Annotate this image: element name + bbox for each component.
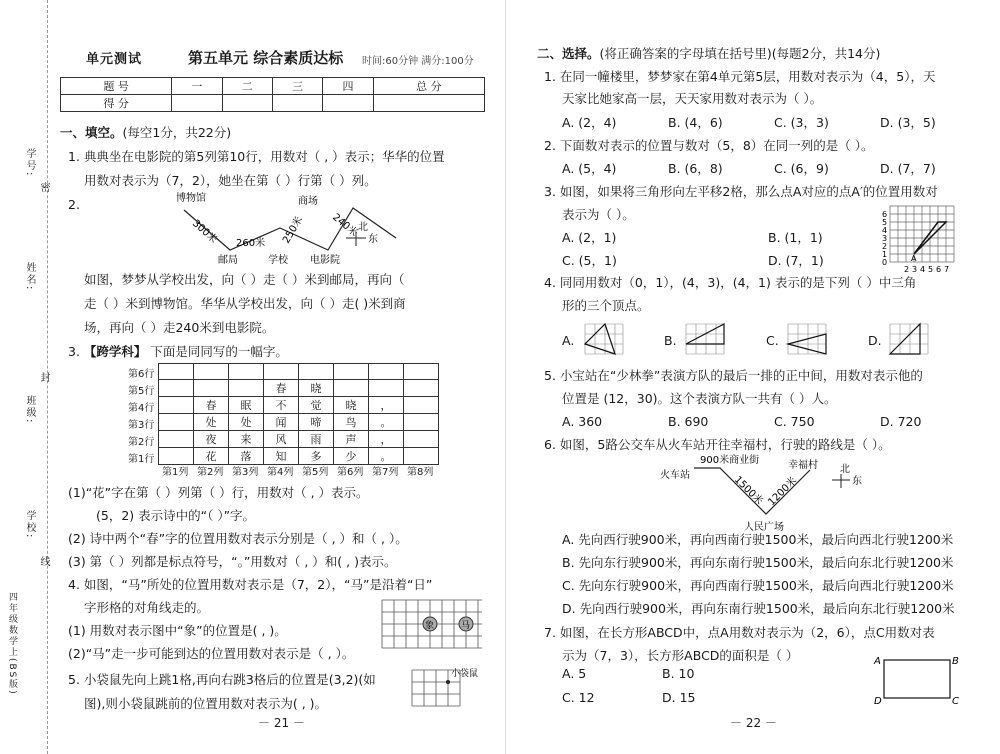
y-tick: 4	[882, 226, 888, 235]
poem-cell	[334, 380, 369, 397]
bus-village-label: 幸福村	[788, 460, 818, 471]
r-q6: 6. 如图，5路公交车从火车站开往幸福村，行驶的路线是（ ）。	[544, 437, 891, 452]
q1-line1: 1. 典典坐在电影院的第5列第10行，用数对（ , ）表示；华华的位置	[68, 149, 445, 164]
map-distance-3: 250米	[281, 214, 306, 246]
bus-compass-north: 北	[840, 464, 850, 475]
q2-line2: 走（ ）米到博物馆。华华从学校出发，向（ ）走( )米到商	[84, 296, 406, 311]
map-cinema-label: 电影院	[310, 255, 340, 266]
y-tick: 5	[882, 218, 888, 227]
poem-cell: 闻	[264, 414, 299, 431]
poem-cell: 夜	[194, 431, 229, 448]
poem-col-label: 第5列	[302, 467, 329, 478]
point-a-label: A	[911, 254, 917, 263]
seal-mark-mi: 密	[38, 182, 49, 194]
r-q4-option[interactable]: B.	[664, 333, 677, 348]
score-table	[60, 77, 485, 112]
q3-sub2: (2) 诗中两个“春”字的位置用数对表示分别是（ , ）和（ , ）。	[68, 531, 408, 546]
map-school-label: 学校	[268, 255, 288, 266]
map-museum-label: 博物馆	[176, 193, 206, 204]
rect-label-b: B	[952, 656, 959, 667]
r-q1-option[interactable]: B. (4，6)	[668, 115, 723, 130]
map-post-label: 邮局	[218, 255, 238, 266]
name-label: 姓名:	[24, 262, 35, 292]
poem-cell: 声	[334, 431, 369, 448]
poem-cell	[299, 364, 334, 380]
r-q3-line2: 表示为（ ）。	[562, 207, 635, 222]
bus-square-label: 人民广场	[744, 522, 784, 533]
poem-cell: 。	[369, 448, 404, 465]
poem-cell	[159, 364, 194, 380]
page-fold	[505, 0, 506, 754]
q4-option-a-figure	[583, 322, 625, 356]
poem-cell: 处	[194, 414, 229, 431]
bus-compass-east: 东	[852, 476, 862, 487]
poem-cell	[404, 448, 439, 465]
q4-line1: 4. 如图，“马”所处的位置用数对表示是（7，2），“马”是沿着“日”	[68, 577, 433, 592]
q2-line1: 如图，梦梦从学校出发，向（ ）走（ ）米到邮局，再向（	[84, 272, 405, 287]
poem-cell: 知	[264, 448, 299, 465]
y-tick: 6	[882, 210, 888, 219]
seal-mark-feng: 封	[38, 372, 49, 384]
poem-cell	[334, 364, 369, 380]
poem-cell	[404, 364, 439, 380]
r-q7-option[interactable]: C. 12	[562, 690, 595, 705]
poem-cell	[369, 364, 404, 380]
y-tick: 3	[882, 234, 888, 243]
r-q4-line1: 4. 同同用数对（0，1），(4，3)，(4，1) 表示的是下列（ ）中三角	[544, 275, 917, 290]
y-tick: 0	[882, 258, 888, 267]
page-meta: 时间:60分钟 满分:100分	[362, 56, 474, 67]
poem-cell: 鸟	[334, 414, 369, 431]
poem-cell: 。	[369, 414, 404, 431]
r-q1-line2: 天家比她家高一层，天天家用数对表示为（ ）。	[562, 91, 823, 106]
poem-row-label: 第2行	[128, 437, 155, 448]
seal-mark-xian: 线	[38, 556, 49, 568]
section2-heading: 二、选择。	[537, 46, 600, 61]
q4-sub2: (2)“马”走一步可能到达的位置用数对表示是（ , ）。	[68, 646, 355, 661]
page-number-right: － 22 －	[730, 716, 777, 730]
r-q7-line1: 7. 如图，在长方形ABCD中，点A用数对表示为（2，6），点C用数对表	[544, 625, 935, 640]
poem-cell	[159, 380, 194, 397]
r-q7-option[interactable]: D. 15	[662, 690, 696, 705]
q3-text: 下面是同同写的一幅字。	[150, 344, 288, 359]
r-q1-option[interactable]: C. (3，3)	[774, 115, 829, 130]
class-label: 班级:	[24, 395, 35, 425]
kangaroo-label: 小袋鼠	[451, 669, 479, 679]
poem-grid	[158, 363, 439, 465]
score-cell[interactable]	[323, 95, 373, 112]
score-cell[interactable]	[172, 95, 222, 112]
poem-row-label: 第5行	[128, 386, 155, 397]
poem-cell: 风	[264, 431, 299, 448]
r-q4-line2: 形的三个顶点。	[562, 298, 650, 313]
q5-line2: 图),则小袋鼠跳前的位置用数对表示为( , )。	[84, 696, 328, 711]
q4-option-c-figure	[786, 322, 828, 356]
bus-distance-2: 1200米	[766, 475, 800, 509]
r-q1-line1: 1. 在同一幢楼里，梦梦家在第4单元第5层，用数对表示为（4，5），天	[544, 69, 936, 84]
bus-station-label: 火车站	[660, 470, 690, 481]
xiang-label: 象	[425, 621, 435, 631]
student-id-label: 学号:	[24, 148, 35, 178]
poem-cell	[229, 364, 264, 380]
map-distance-4: 240米	[330, 211, 360, 239]
q2-line3: 场，再向（ ）走240米到电影院。	[84, 320, 275, 335]
x-tick: 5	[928, 265, 934, 274]
r-q6-option[interactable]: B. 先向东行驶900米，再向东南行驶1500米，最后向东北行驶1200米	[562, 555, 954, 570]
poem-cell	[264, 364, 299, 380]
poem-cell: 花	[194, 448, 229, 465]
r-q3-line1: 3. 如图，如果将三角形向左平移2格，那么点A对应的点A′的位置用数对	[544, 184, 938, 199]
page-title: 第五单元 综合素质达标	[188, 49, 344, 67]
poem-cell	[404, 431, 439, 448]
compass-east: 东	[368, 234, 378, 245]
score-header-cell: 题 号	[61, 78, 172, 95]
score-cell[interactable]	[222, 95, 272, 112]
poem-row-label: 第6行	[128, 369, 155, 380]
poem-row-label: 第3行	[128, 420, 155, 431]
poem-cell: 春	[194, 397, 229, 414]
r-q7-line2: 示为（7，3），长方形ABCD的面积是（ ）	[562, 648, 799, 663]
poem-cell: ，	[369, 397, 404, 414]
score-cell[interactable]	[272, 95, 322, 112]
r-q6-option[interactable]: A. 先向西行驶900米，再向西南行驶1500米，最后向西北行驶1200米	[562, 532, 954, 547]
r-q5-option[interactable]: A. 360	[562, 414, 603, 429]
q3-sub1-line1: (1)“花”字在第（ ）列第（ ）行，用数对（ , ）表示。	[68, 485, 369, 500]
poem-cell: 晓	[334, 397, 369, 414]
poem-col-label: 第2列	[197, 467, 224, 478]
y-tick: 2	[882, 242, 888, 251]
compass-north: 北	[358, 222, 368, 233]
map-distance-1: 300米	[189, 218, 219, 246]
score-header-cell: 三	[272, 78, 322, 95]
poem-cell	[404, 414, 439, 431]
y-tick: 1	[882, 250, 888, 259]
r-q7-option[interactable]: B. 10	[662, 666, 695, 681]
bus-street-label: 900米商业街	[700, 455, 760, 466]
poem-cell: 春	[264, 380, 299, 397]
r-q5-option[interactable]: C. 750	[774, 414, 815, 429]
ma-label: 马	[461, 621, 471, 631]
poem-col-label: 第3列	[232, 467, 259, 478]
q3-number: 3.	[68, 344, 80, 359]
score-header-cell: 一	[172, 78, 222, 95]
score-header-cell: 四	[323, 78, 373, 95]
r-q4-option[interactable]: D.	[868, 333, 882, 348]
poem-row-label: 第1行	[128, 454, 155, 465]
rect-label-c: C	[952, 696, 959, 707]
q4-line2: 字形格的对角线走的。	[84, 600, 210, 615]
r-q1-option[interactable]: A. (2，4)	[562, 115, 617, 130]
poem-col-label: 第1列	[162, 467, 189, 478]
poem-cell	[159, 448, 194, 465]
route-map	[170, 188, 410, 268]
poem-cell: 啼	[299, 414, 334, 431]
q3-sub1-line2: (5，2) 表示诗中的“（ ）”字。	[96, 508, 256, 523]
header-mark: 单元测试	[86, 52, 143, 67]
q4-option-b-figure	[684, 322, 726, 356]
poem-cell	[404, 380, 439, 397]
poem-cell: 晓	[299, 380, 334, 397]
r-q5-option[interactable]: D. 720	[880, 414, 922, 429]
poem-col-label: 第7列	[372, 467, 399, 478]
poem-cell: 眠	[229, 397, 264, 414]
x-tick: 3	[912, 265, 918, 274]
kangaroo-grid	[400, 662, 488, 718]
binding-margin	[0, 0, 48, 754]
r-q3-option[interactable]: A. (2，1)	[562, 230, 617, 245]
poem-cell	[194, 380, 229, 397]
poem-cell	[159, 397, 194, 414]
rect-label-a: A	[874, 656, 881, 667]
poem-cell: ，	[369, 431, 404, 448]
r-q3-option[interactable]: B. (1，1)	[768, 230, 823, 245]
poem-cell	[229, 380, 264, 397]
q4-sub1: (1) 用数对表示图中“象”的位置是( , )。	[68, 623, 287, 638]
rectangle-abcd	[872, 650, 964, 708]
poem-cell: 雨	[299, 431, 334, 448]
section1-heading: 一、填空。	[60, 125, 123, 140]
school-label: 学校:	[24, 510, 35, 540]
poem-cell: 觉	[299, 397, 334, 414]
r-q5-option[interactable]: B. 690	[668, 414, 709, 429]
score-row-label: 得 分	[61, 95, 172, 112]
r-q5-line2: 位置是 (12，30)。这个表演方队一共有（ ）人。	[562, 391, 837, 406]
spine-text: 四年级数学上(BS版)	[7, 592, 17, 696]
poem-cell: 多	[299, 448, 334, 465]
q5-line1: 5. 小袋鼠先向上跳1格,再向右跳3格后的位置是(3,2)(如	[68, 672, 376, 687]
r-q7-option[interactable]: A. 5	[562, 666, 587, 681]
score-cell[interactable]	[373, 95, 484, 112]
poem-cell	[194, 364, 229, 380]
page-number-left: － 21 －	[258, 716, 305, 730]
r-q3-option[interactable]: C. (5，1)	[562, 253, 617, 268]
r-q2-option[interactable]: A. (5，4)	[562, 161, 617, 176]
rect-label-d: D	[874, 696, 882, 707]
poem-cell: 处	[229, 414, 264, 431]
r-q2-option[interactable]: B. (6，8)	[668, 161, 723, 176]
bus-route-map	[650, 452, 880, 534]
poem-cell: 落	[229, 448, 264, 465]
x-tick: 2	[904, 265, 910, 274]
section1-note: (每空1分，共22分)	[122, 125, 232, 140]
q3-sub3: (3) 第（ ）列都是标点符号，“。”用数对（ , ）和( , )表示。	[68, 554, 397, 569]
q3-tag: 【跨学科】	[83, 344, 147, 359]
r-q5-line1: 5. 小宝站在“少林拳”表演方队的最后一排的正中间，用数对表示他的	[544, 368, 923, 383]
q4-option-d-figure	[888, 322, 930, 356]
r-q3-option[interactable]: D. (7，1)	[768, 253, 824, 268]
triangle-grid	[878, 200, 964, 276]
poem-col-label: 第4列	[267, 467, 294, 478]
x-tick: 6	[936, 265, 942, 274]
r-q6-option[interactable]: C. 先向东行驶900米，再向西南行驶1500米，最后向西北行驶1200米	[562, 578, 954, 593]
r-q2-option[interactable]: D. (7，7)	[880, 161, 936, 176]
bus-distance-1: 1500米	[731, 474, 765, 508]
score-header-cell: 总 分	[373, 78, 484, 95]
poem-col-label: 第6列	[337, 467, 364, 478]
map-mall-label: 商场	[298, 196, 318, 207]
chess-board	[372, 592, 490, 662]
section2-note: (将正确答案的字母填在括号里)(每题2分，共14分)	[599, 46, 881, 61]
map-distance-2: 260米	[236, 238, 266, 249]
poem-cell	[159, 414, 194, 431]
poem-cell	[159, 431, 194, 448]
poem-cell	[404, 397, 439, 414]
poem-col-label: 第8列	[407, 467, 434, 478]
x-tick: 7	[944, 265, 950, 274]
r-q4-option[interactable]: A.	[562, 333, 575, 348]
poem-cell: 少	[334, 448, 369, 465]
poem-cell	[369, 380, 404, 397]
poem-cell: 不	[264, 397, 299, 414]
poem-row-label: 第4行	[128, 403, 155, 414]
poem-cell: 来	[229, 431, 264, 448]
q2-number: 2.	[68, 197, 80, 212]
q1-line2: 用数对表示为（7，2），她坐在第（ ）行第（ ）列。	[84, 173, 377, 188]
r-q2-option[interactable]: C. (6，9)	[774, 161, 829, 176]
r-q2: 2. 下面数对表示的位置与数对（5，8）在同一列的是（ ）。	[544, 138, 874, 153]
x-tick: 4	[920, 265, 926, 274]
score-header-cell: 二	[222, 78, 272, 95]
r-q1-option[interactable]: D. (3，5)	[880, 115, 936, 130]
r-q6-option[interactable]: D. 先向西行驶900米，再向东南行驶1500米，最后向东北行驶1200米	[562, 601, 955, 616]
r-q4-option[interactable]: C.	[766, 333, 779, 348]
